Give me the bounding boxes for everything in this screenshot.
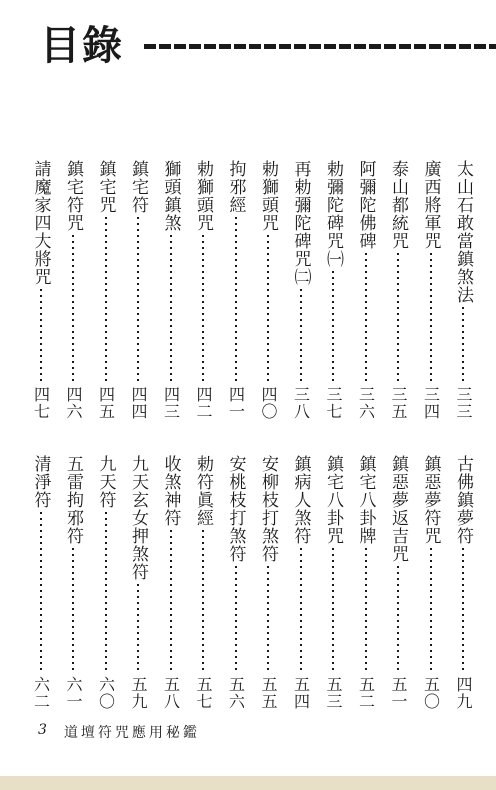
toc-entry-title: 太山石敢當鎮煞法 [453, 160, 473, 304]
toc-entry-title: 五雷拘邪符 [63, 455, 83, 545]
footer-page-number: 3 [38, 722, 50, 738]
toc-entry-page: 四四 [129, 386, 148, 420]
toc-entry-page: 六二 [31, 676, 51, 710]
toc-entry-title: 鎮惡夢返吉咒 [388, 455, 408, 563]
toc-entry-title: 鎮宅咒 [95, 160, 116, 214]
toc-entry [421, 160, 441, 420]
toc-entry-page: 四二 [194, 386, 213, 420]
toc-entry-page: 三六 [356, 386, 376, 420]
toc-entry-title: 泰山都統咒 [388, 160, 408, 250]
toc-entry [96, 160, 116, 420]
leader-dots [137, 217, 139, 383]
toc-entry-page: 四三 [161, 386, 181, 420]
leader-dots [365, 548, 367, 673]
toc-entry-page: 三七 [324, 386, 343, 420]
toc-entry-page: 三五 [389, 386, 408, 420]
toc-entry [388, 455, 408, 710]
toc-entry [453, 455, 473, 710]
toc-entry-title: 拘邪經 [225, 160, 246, 214]
toc-entry [226, 160, 246, 420]
leader-dots [137, 584, 139, 673]
leader-dots [235, 566, 237, 673]
toc-entry-title: 勅符眞經 [193, 455, 213, 527]
toc-entry-title: 安柳枝打煞符 [258, 455, 278, 563]
toc-entry [128, 455, 148, 710]
toc-entry [258, 160, 278, 420]
toc-entry [161, 455, 181, 710]
toc-entry-page: 六〇 [96, 676, 116, 710]
toc-entry-title: 勅彌陀碑咒㈠ [323, 160, 343, 268]
toc-entry-title: 安桃枝打煞符 [225, 455, 246, 563]
toc-entry [161, 160, 181, 420]
leader-dots [430, 548, 432, 673]
page-edge-band [0, 776, 496, 790]
toc-entry-title: 獅頭鎮煞 [160, 160, 181, 232]
leader-dots [105, 512, 107, 673]
toc-entry [63, 455, 83, 710]
toc-entry-page: 三八 [291, 386, 311, 420]
leader-dots [202, 530, 204, 673]
leader-dots [202, 235, 204, 383]
leader-dots [105, 217, 107, 383]
toc-entry-title: 阿彌陀佛碑 [355, 160, 376, 250]
toc-entry [193, 455, 213, 710]
toc-entry-title: 勅獅頭咒 [193, 160, 213, 232]
toc-entry-page: 五四 [291, 676, 311, 710]
leader-dots [462, 548, 464, 673]
toc-entry-title: 九天符 [95, 455, 116, 509]
leader-dots [72, 235, 74, 383]
leader-dots [332, 548, 334, 673]
toc-entry-page: 四六 [64, 386, 83, 420]
toc-entry [63, 160, 83, 420]
toc-entry-page: 四七 [31, 386, 51, 420]
toc-entry-title: 請魔家四大將咒 [30, 160, 51, 286]
toc-entry [128, 160, 148, 420]
toc-entry-title: 勅獅頭咒 [258, 160, 278, 232]
leader-dots [397, 253, 399, 383]
toc-entry-title: 廣西將軍咒 [420, 160, 441, 250]
toc-entry-title: 九天玄女押煞符 [128, 455, 148, 581]
leader-dots [462, 307, 464, 383]
toc-entry-page: 五六 [226, 676, 246, 710]
leader-dots [397, 566, 399, 673]
toc-entry-page: 五八 [161, 676, 181, 710]
toc-entry-title: 清淨符 [30, 455, 51, 509]
toc-entry-page: 五〇 [421, 676, 441, 710]
toc-header [40, 22, 496, 72]
toc-entry [258, 455, 278, 710]
toc-entry [291, 160, 311, 420]
toc-entry-title: 鎮宅八卦咒 [323, 455, 343, 545]
toc-entry-title: 收煞神符 [160, 455, 181, 527]
toc-entry-title: 鎮宅符咒 [63, 160, 83, 232]
toc-entry-page: 四五 [96, 386, 116, 420]
toc-entry-page: 六一 [64, 676, 83, 710]
toc-entry-page: 五二 [356, 676, 376, 710]
toc-entry-page: 五五 [259, 676, 278, 710]
toc-entry [291, 455, 311, 710]
page-footer [38, 722, 200, 742]
toc-entry-title: 鎮病人煞符 [290, 455, 311, 545]
toc-entry-title: 再勅彌陀碑咒㈡ [290, 160, 311, 286]
toc-entry [356, 455, 376, 710]
leader-dots [267, 566, 269, 673]
toc-entry-page: 三三 [454, 386, 473, 420]
page-title: 目錄 [40, 22, 124, 69]
leader-dots [235, 217, 237, 383]
toc-entry [356, 160, 376, 420]
toc-entry [421, 455, 441, 710]
leader-dots [365, 253, 367, 383]
toc-entry [388, 160, 408, 420]
toc-entry [226, 455, 246, 710]
toc-entry-page: 五三 [324, 676, 343, 710]
leader-dots [300, 289, 302, 383]
leader-dots [267, 235, 269, 383]
toc-entry-title: 鎮宅符 [128, 160, 148, 214]
toc-entry-page: 四〇 [259, 386, 278, 420]
toc-entry [453, 160, 473, 420]
toc-entry-page: 四一 [226, 386, 246, 420]
leader-dots [170, 235, 172, 383]
toc-entry-title: 古佛鎮夢符 [453, 455, 473, 545]
toc-entry-title: 鎮惡夢符咒 [420, 455, 441, 545]
toc-entry-page: 五七 [194, 676, 213, 710]
leader-dots [40, 512, 42, 673]
toc-entry-page: 五九 [129, 676, 148, 710]
toc-entry [96, 455, 116, 710]
leader-dots [430, 253, 432, 383]
toc-entry-page: 五一 [389, 676, 408, 710]
toc-entry-page: 四九 [454, 676, 473, 710]
leader-dots [72, 548, 74, 673]
leader-dots [332, 271, 334, 383]
toc-entry [193, 160, 213, 420]
toc-entry [323, 160, 343, 420]
toc-entry [31, 455, 51, 710]
toc-entry [31, 160, 51, 420]
toc-entry-page: 三四 [421, 386, 441, 420]
leader-dots [300, 548, 302, 673]
toc-entry [323, 455, 343, 710]
title-dashed-rule [144, 44, 496, 49]
leader-dots [40, 289, 42, 383]
leader-dots [170, 530, 172, 673]
footer-book-title: 道壇符咒應用秘鑑 [63, 725, 200, 741]
toc-entry-title: 鎮宅八卦牌 [355, 455, 376, 545]
